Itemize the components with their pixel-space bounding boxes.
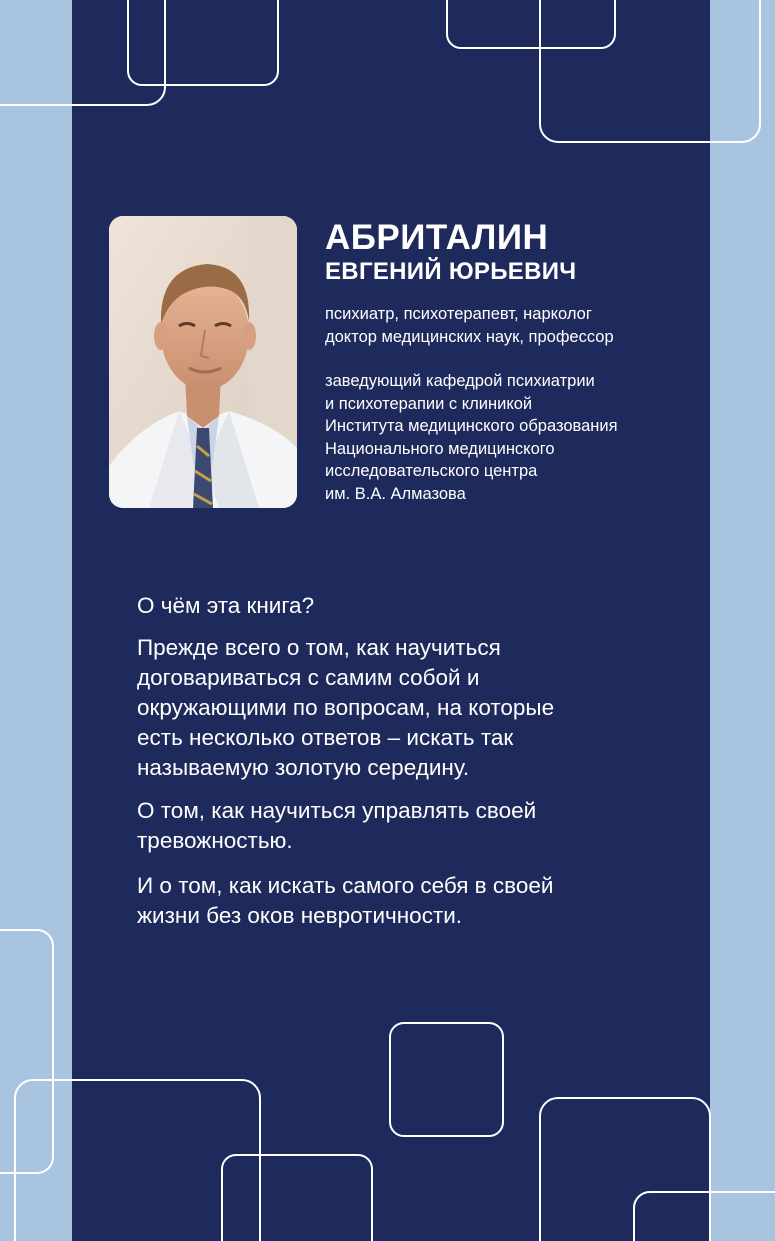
deco-frame-bottom-center bbox=[390, 1023, 503, 1136]
deco-frame-top-left-small bbox=[128, 0, 278, 85]
author-title-line: доктор медицинских наук, профессор bbox=[325, 327, 614, 346]
book-question: О чём эта книга? bbox=[137, 593, 315, 618]
paragraph-line: есть несколько ответов – искать так bbox=[137, 725, 514, 750]
paragraph-line: договариваться с самим собой и bbox=[137, 665, 480, 690]
paragraph-line: окружающими по вопросам, на которые bbox=[137, 695, 555, 720]
paragraph-line: О том, как научиться управлять своей bbox=[137, 798, 537, 823]
deco-frame-top-right-small bbox=[447, 0, 615, 48]
author-title-line: психиатр, психотерапевт, нарколог bbox=[325, 305, 592, 323]
author-titles bbox=[325, 303, 614, 348]
paragraph-line: И о том, как искать самого себя в своей bbox=[137, 873, 554, 898]
paragraph-line: называемую золотую середину. bbox=[137, 755, 470, 780]
author-position-line: Национального медицинского bbox=[325, 439, 555, 458]
author-position-line: Института медицинского образования bbox=[325, 417, 618, 435]
author-position-line: заведующий кафедрой психиатрии bbox=[325, 372, 595, 390]
book-paragraph-1 bbox=[137, 633, 657, 783]
author-position-line: исследовательского центра bbox=[325, 462, 538, 480]
deco-frame-bottom-left-tall bbox=[0, 930, 53, 1173]
book-paragraph-3 bbox=[137, 871, 657, 931]
paragraph-line: жизни без оков невротичности. bbox=[137, 903, 463, 928]
author-position-line: и психотерапии с клиникой bbox=[325, 394, 533, 413]
deco-frame-bottom-center-low bbox=[222, 1155, 372, 1241]
paragraph-line: Прежде всего о том, как научиться bbox=[137, 635, 501, 660]
deco-frame-bottom-right-corner bbox=[634, 1192, 775, 1241]
deco-frame-top-left-large bbox=[0, 0, 165, 105]
deco-frame-bottom-right bbox=[540, 1098, 710, 1241]
book-paragraph-2 bbox=[137, 796, 657, 856]
author-position-line: им. В.А. Алмазова bbox=[325, 484, 466, 503]
author-first-names: ЕВГЕНИЙ ЮРЬЕВИЧ bbox=[325, 258, 577, 285]
paragraph-line: тревожностью. bbox=[137, 828, 293, 853]
deco-frame-top-right-large bbox=[540, 0, 760, 142]
author-position bbox=[325, 370, 618, 505]
author-photo bbox=[109, 216, 297, 508]
author-last-name: АБРИТАЛИН bbox=[325, 218, 549, 257]
